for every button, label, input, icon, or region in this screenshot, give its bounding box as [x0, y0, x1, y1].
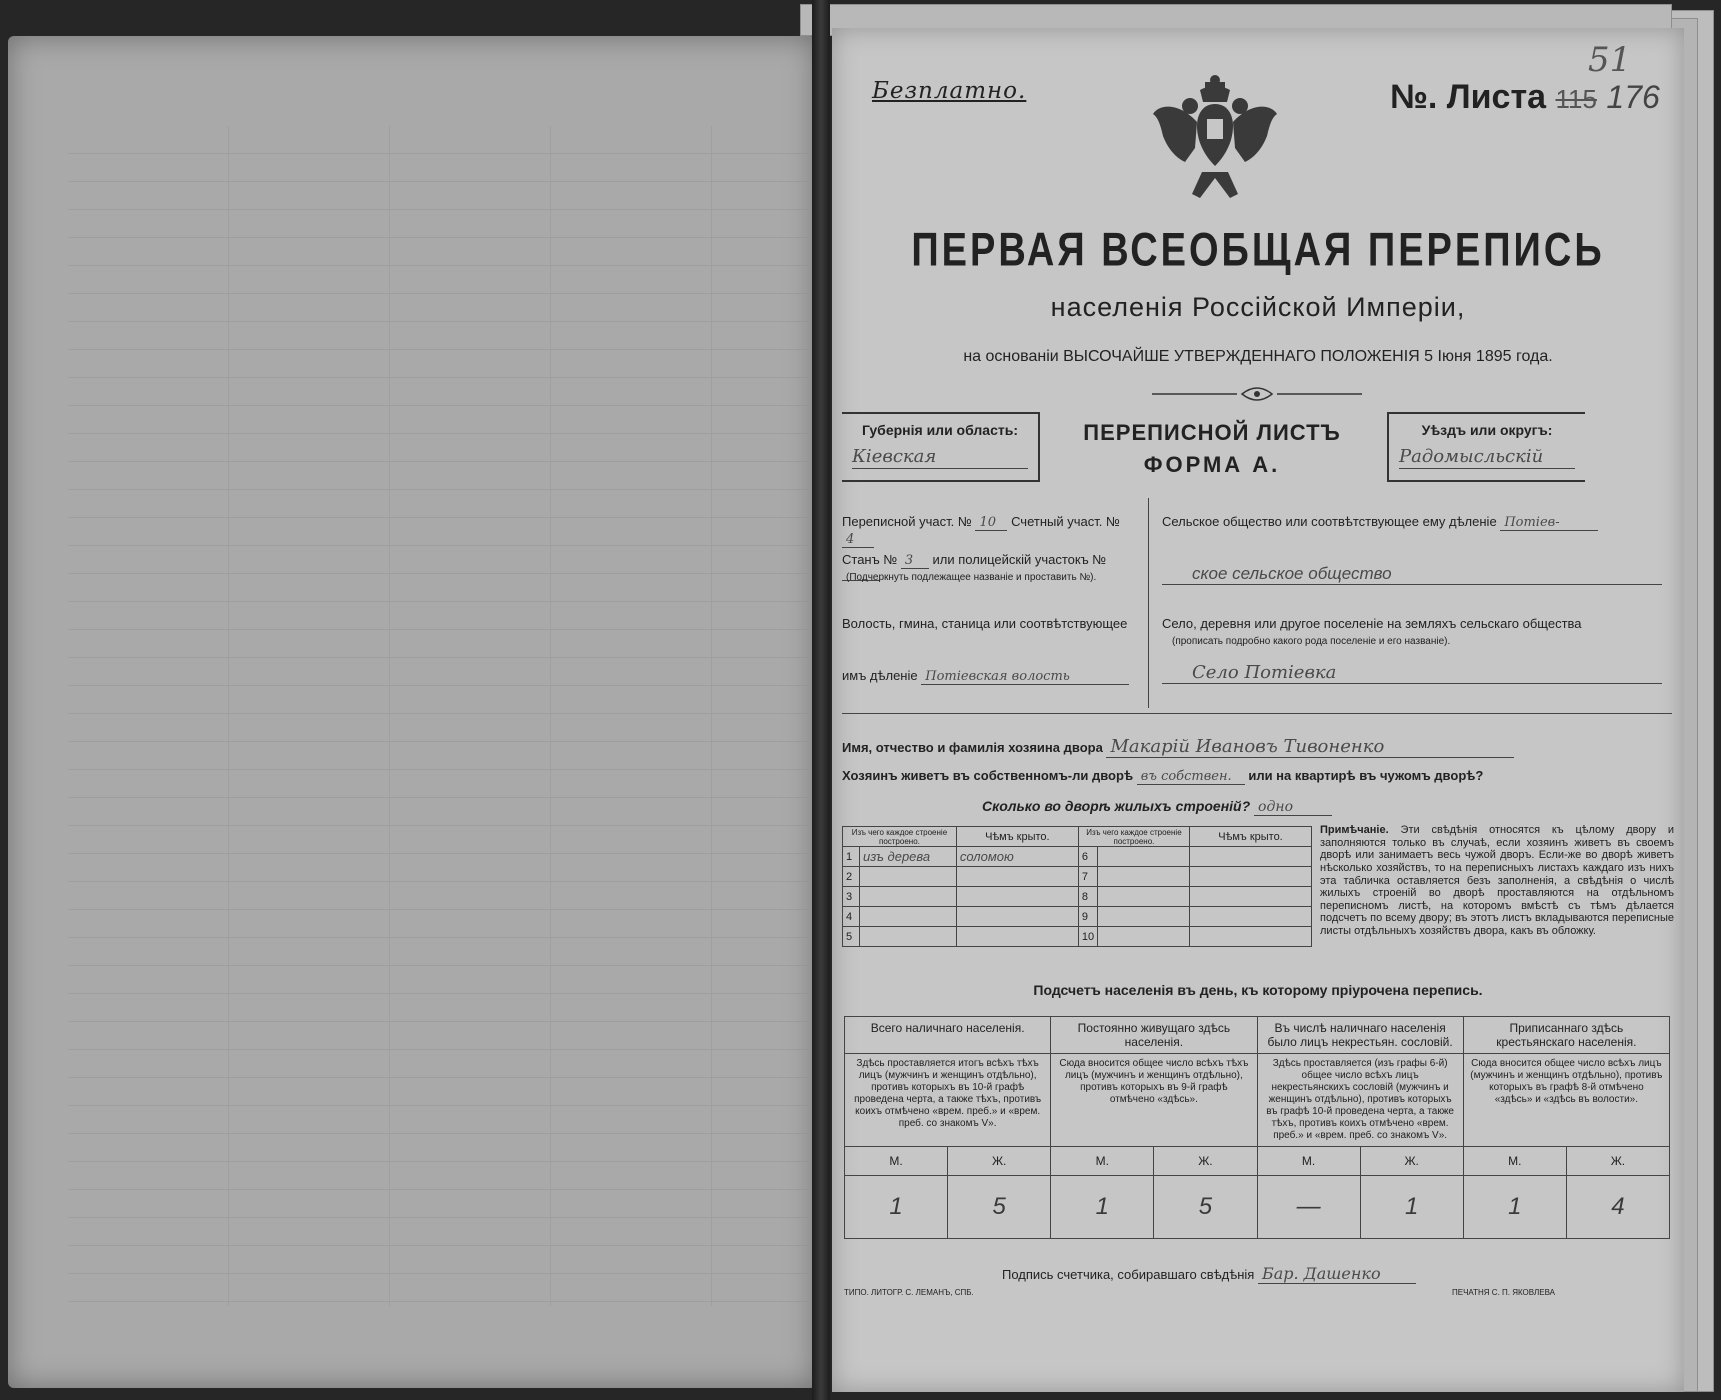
row-number: 3 [843, 887, 860, 907]
buildings-row [982, 798, 1482, 816]
lives-label-2: или на квартирѣ въ чужомъ дворѣ? [1248, 768, 1484, 783]
material-cell: изъ дерева [860, 847, 957, 867]
section-rule [842, 713, 1672, 714]
census-title: ПЕРВАЯ ВСЕОБЩАЯ ПЕРЕПИСЬ [911, 224, 1605, 277]
owner-label: Имя, отчество и фамилія хозяина двора [842, 740, 1103, 755]
buildings-table [842, 826, 1312, 947]
male-label: М. [1051, 1147, 1154, 1176]
table-row [843, 887, 1312, 907]
pop-col-title: Въ числѣ наличнаго населенія было лицъ некрестьян. сословій. [1257, 1017, 1463, 1054]
uezd-box [1387, 412, 1585, 482]
gubernia-value: Кіевская [852, 446, 1028, 469]
sheet-number-handwritten: 176 [1606, 79, 1660, 115]
owner-value: Макарій Ивановъ Тивоненко [1106, 736, 1514, 758]
uezd-label: Уѣздъ или округъ: [1421, 422, 1553, 438]
row-number: 10 [1078, 927, 1097, 947]
gubernia-label: Губернія или область: [861, 422, 1019, 438]
buildings-label: Сколько во дворѣ жилыхъ строеній? [982, 798, 1251, 814]
stan-label: Станъ № [842, 552, 898, 567]
roof-cell [1190, 907, 1312, 927]
row-number: 1 [843, 847, 860, 867]
volost-label-2: имъ дѣленіе [842, 668, 918, 683]
imperial-eagle-emblem [1150, 72, 1280, 212]
form-title: ПЕРЕПИСНОЙ ЛИСТЪ [1083, 420, 1341, 445]
book-gutter [812, 0, 830, 1400]
schetny-label: Счетный участ. № [1011, 514, 1120, 529]
pop-col-desc: Здѣсь проставляется итогъ всѣхъ тѣхъ лицъ (мужчинъ и женщинъ отдѣльно), противъ которыхъ въ 10-й графѣ проведена черта, а также тѣхъ, противъ коихъ отмѣчено «врем. преб.» и «врем. преб. со знакомъ V». [845, 1054, 1051, 1147]
table-row [843, 927, 1312, 947]
row-number: 5 [843, 927, 860, 947]
female-label: Ж. [1566, 1147, 1669, 1176]
row-number: 8 [1078, 887, 1097, 907]
lives-label-1: Хозяинъ живетъ въ собственномъ-ли дворѣ [842, 768, 1134, 783]
population-desc-row [845, 1054, 1670, 1147]
volost-label: Волость, гмина, станица или соотвѣтствующее [842, 616, 1128, 631]
note-title: Примѣчаніе. [1320, 824, 1389, 836]
pop-col-desc: Здѣсь проставляется (изъ графы 6-й) общее число всѣхъ лицъ некрестьянскихъ сословій (мужчинъ и женщинъ отдѣльно), противъ которыхъ въ графѣ 10-й проведена черта, а также тѣхъ, противъ коихъ отмѣчено «врем. преб.» и «врем. преб. со знакомъ V». [1257, 1054, 1463, 1147]
pop-col-desc: Сюда вносится общее число всѣхъ тѣхъ лицъ (мужчинъ и женщинъ отдѣльно), противъ которыхъ въ 9-й графѣ отмѣчено «здѣсь». [1051, 1054, 1257, 1147]
female-label: Ж. [948, 1147, 1051, 1176]
row-number: 9 [1078, 907, 1097, 927]
male-count: — [1257, 1176, 1360, 1239]
right-imprint: ПЕЧАТНЯ С. П. ЯКОВЛЕВА [1452, 1288, 1556, 1297]
female-count: 4 [1566, 1176, 1669, 1239]
selo-hint: (прописать подробно какого рода поселеніе и его названіе). [1172, 636, 1451, 647]
population-header-row [845, 1017, 1670, 1054]
population-table [844, 1016, 1670, 1239]
male-label: М. [845, 1147, 948, 1176]
uchastok-label: Переписной участ. № [842, 514, 972, 529]
free-label: Безплатно. [872, 78, 1027, 104]
volost-value: Потіевская волость [921, 669, 1129, 685]
pop-col-title: Постоянно живущаго здѣсь населенія. [1051, 1017, 1257, 1054]
male-label: М. [1257, 1147, 1360, 1176]
population-heading: Подсчетъ населенія въ день, къ которому пріурочена перепись. [1033, 982, 1483, 998]
selo-value: Село Потіевка [1162, 662, 1662, 684]
row-number: 4 [843, 907, 860, 927]
ornament-divider [1142, 384, 1372, 404]
uchastok-row [842, 514, 1142, 548]
table-row [843, 867, 1312, 887]
obshchestvo-value-1: Потіев- [1500, 515, 1598, 531]
uchastok-value: 10 [975, 515, 1007, 531]
row-number: 6 [1078, 847, 1097, 867]
left-page [8, 36, 816, 1388]
obshchestvo-label: Сельское общество или соотвѣтствующее ему дѣленіе [1162, 514, 1497, 529]
material-cell [860, 887, 957, 907]
material-cell [1098, 907, 1190, 927]
female-label: Ж. [1154, 1147, 1257, 1176]
population-sex-row [845, 1147, 1670, 1176]
material-cell [1098, 867, 1190, 887]
police-hint: (Подчеркнуть подлежащее названіе и проставить №). [846, 572, 1097, 583]
pop-col-title: Приписаннаго здѣсь крестьянскаго населенія. [1463, 1017, 1669, 1054]
material-cell [860, 927, 957, 947]
obshchestvo-value-2: ское сельское общество [1162, 564, 1662, 585]
selo-label: Село, деревня или другое поселеніе на земляхъ сельскаго общества [1162, 616, 1582, 631]
male-count: 1 [1463, 1176, 1566, 1239]
corner-page-number: 51 [1588, 40, 1632, 80]
population-values-row [845, 1176, 1670, 1239]
roof-cell [1190, 927, 1312, 947]
material-cell [1098, 927, 1190, 947]
counter-signature-row [1002, 1264, 1642, 1284]
male-label: М. [1463, 1147, 1566, 1176]
col-material-left: Изъ чего каждое строеніе построено. [843, 827, 957, 847]
note-block [1320, 824, 1674, 938]
roof-cell [1190, 847, 1312, 867]
table-row [843, 907, 1312, 927]
volost-row [842, 668, 1142, 685]
field-column-divider [1148, 498, 1149, 708]
form-subtitle: ФОРМА А. [1143, 452, 1281, 477]
female-count: 1 [1360, 1176, 1463, 1239]
left-imprint: ТИПО. ЛИТОГР. С. ЛЕМАНЪ, СПБ. [844, 1288, 974, 1297]
owner-row [842, 736, 1672, 758]
female-count: 5 [1154, 1176, 1257, 1239]
census-form-page [832, 28, 1684, 1392]
uezd-value: Радомысльскій [1399, 446, 1575, 469]
buildings-table-header [843, 827, 1312, 847]
lives-row [842, 768, 1672, 785]
roof-cell [956, 907, 1078, 927]
female-count: 5 [948, 1176, 1051, 1239]
material-cell [860, 867, 957, 887]
obshchestvo-row [1162, 514, 1672, 531]
material-cell [1098, 847, 1190, 867]
faded-ruled-table [68, 126, 808, 1306]
buildings-value: одно [1254, 799, 1332, 816]
roof-cell [956, 927, 1078, 947]
col-roof-left: Чѣмъ крыто. [956, 827, 1078, 847]
roof-cell [956, 887, 1078, 907]
roof-cell [1190, 887, 1312, 907]
census-decree-line: на основаніи ВЫСОЧАЙШЕ УТВЕРЖДЕННАГО ПОЛОЖЕНІЯ 5 Іюня 1895 года. [963, 348, 1553, 365]
lives-value: въ собствен. [1137, 769, 1245, 785]
police-label: или полицейскій участокъ № [932, 552, 1107, 567]
sheet-number-label: №. Листа [1390, 78, 1547, 116]
material-cell [1098, 887, 1190, 907]
material-cell [860, 907, 957, 927]
roof-cell [1190, 867, 1312, 887]
stan-value: 3 [901, 553, 929, 569]
pop-col-title: Всего наличнаго населенія. [845, 1017, 1051, 1054]
row-number: 7 [1078, 867, 1097, 887]
counter-label: Подпись счетчика, собиравшаго свѣдѣнія [1002, 1267, 1255, 1282]
note-text: Эти свѣдѣнія относятся къ цѣлому двору и заполняются только въ случаѣ, если хозяинъ живетъ въ своемъ дворѣ или занимаетъ весь чужой дворъ. Если-же во дворѣ живетъ нѣсколько хозяйствъ, то на переписныхъ листахъ каждаго изъ нихъ эта табличка оставляется безъ заполненія, а свѣдѣнія о числѣ жилыхъ строеній во дворѣ проставляются на отдѣльномъ переписномъ листѣ, на которомъ вмѣстѣ съ тѣмъ дѣлается подсчетъ по всему двору; въ этотъ листъ вкладываются переписные листы отдѣльныхъ хозяйствъ двора, какъ въ обложку. [1320, 824, 1674, 938]
counter-signature: Бар. Дашенко [1258, 1264, 1416, 1284]
col-material-right: Изъ чего каждое строеніе построено. [1078, 827, 1189, 847]
gubernia-box [842, 412, 1040, 482]
row-number: 2 [843, 867, 860, 887]
sheet-number-struck: 115 [1555, 84, 1597, 114]
roof-cell: соломою [956, 847, 1078, 867]
female-label: Ж. [1360, 1147, 1463, 1176]
census-subtitle: населенія Россійской Имперіи, [1050, 292, 1466, 322]
male-count: 1 [845, 1176, 948, 1239]
table-row [843, 847, 1312, 867]
schetny-value: 4 [842, 532, 874, 548]
roof-cell [956, 867, 1078, 887]
col-roof-right: Чѣмъ крыто. [1190, 827, 1312, 847]
sheet-number [1390, 78, 1660, 117]
male-count: 1 [1051, 1176, 1154, 1239]
pop-col-desc: Сюда вносится общее число всѣхъ лицъ (мужчинъ и женщинъ отдѣльно), противъ которыхъ въ графѣ 8-й отмѣчено «здѣсь» и «здѣсь въ волости». [1463, 1054, 1669, 1147]
